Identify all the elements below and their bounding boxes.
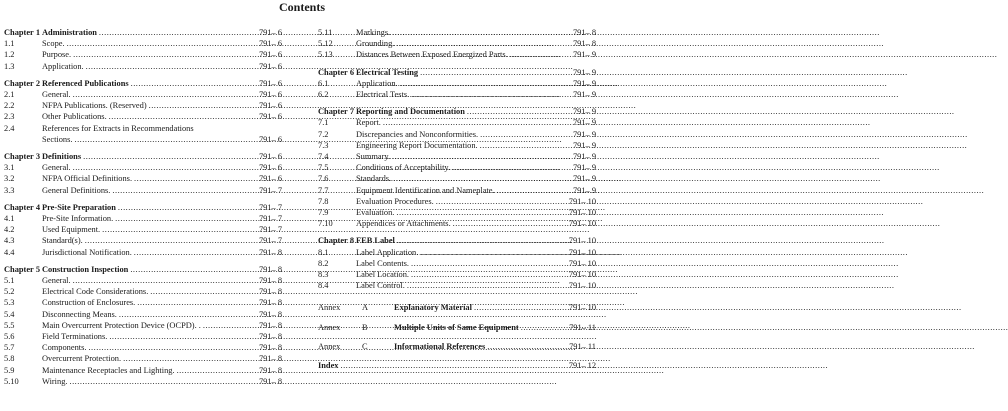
- page-title: Contents: [278, 0, 325, 14]
- toc-entry[interactable]: 7.6 Standards. ..... 791– 9: [318, 173, 596, 184]
- toc-entry[interactable]: 5.7 Components. ..... 791– 8: [4, 342, 282, 353]
- toc-chapter-4: [4, 202, 282, 258]
- toc-entry[interactable]: 4.2 Used Equipment. ..... 791– 7: [4, 224, 282, 235]
- toc-entry[interactable]: 8.3 Label Location. ..... 791– 10: [318, 269, 596, 280]
- toc-entry[interactable]: 5.8 Overcurrent Protection. ..... 791– 8: [4, 353, 282, 364]
- toc-entry[interactable]: 4.4 Jurisdictional Notification. ..... 791– 8: [4, 247, 282, 258]
- toc-entry[interactable]: 5.5 Main Overcurrent Protection Device (OCPD). . ..... 791– 8: [4, 320, 282, 331]
- toc-entry-continued[interactable]: Sections. ..... 791– 6: [4, 134, 282, 145]
- toc-entry[interactable]: 5.2 Electrical Code Considerations. ..... 791– 8: [4, 286, 282, 297]
- toc-chapter-1: [4, 27, 282, 72]
- toc-entry[interactable]: 3.1 General. ..... 791– 6: [4, 162, 282, 173]
- toc-entry[interactable]: 7.5 Conditions of Acceptability. ..... 791– 9: [318, 162, 596, 173]
- toc-entry[interactable]: 4.1 Pre-Site Information. ..... 791– 7: [4, 213, 282, 224]
- chapter-heading[interactable]: Chapter 1 Administration ..... 791– 6: [4, 27, 282, 38]
- toc-entry[interactable]: 5.10 Wiring. ..... 791– 8: [4, 376, 282, 387]
- toc-entry[interactable]: 5.12 Grounding. ..... 791– 8: [318, 38, 596, 49]
- chapter-heading[interactable]: Chapter 8 FEB Label ..... 791– 10: [318, 235, 596, 246]
- toc-entry[interactable]: 2.2 NFPA Publications. (Reserved) ..... 791– 6: [4, 100, 282, 111]
- toc-chapter-6: [318, 67, 596, 101]
- toc-entry[interactable]: 7.1 Report. ..... 791– 9: [318, 117, 596, 128]
- toc-entry[interactable]: 5.13 Distances Between Exposed Energized Parts. ..... 791– 9: [318, 49, 596, 60]
- toc-left-column: [4, 27, 282, 393]
- chapter-heading[interactable]: Chapter 6 Electrical Testing ..... 791– 9: [318, 67, 596, 78]
- chapter-heading[interactable]: Chapter 5 Construction Inspection ..... 791– 8: [4, 264, 282, 275]
- toc-entry[interactable]: 2.3 Other Publications. ..... 791– 6: [4, 111, 282, 122]
- toc-entry[interactable]: 7.10 Appendices or Attachments. ..... 791– 10: [318, 218, 596, 229]
- toc-entry[interactable]: 8.2 Label Contents. ..... 791– 10: [318, 258, 596, 269]
- toc-annex-c: [318, 341, 596, 352]
- annex-heading[interactable]: Annex C Informational References ..... 791– 11: [318, 341, 596, 352]
- toc-index: [318, 360, 596, 371]
- chapter-heading[interactable]: Chapter 4 Pre-Site Preparation ..... 791– 7: [4, 202, 282, 213]
- toc-entry[interactable]: 2.1 General. ..... 791– 6: [4, 89, 282, 100]
- index-heading[interactable]: Index ..... 791– 12: [318, 360, 596, 371]
- toc-chapter-7: [318, 106, 596, 229]
- toc-entry[interactable]: 7.9 Evaluation. ..... 791– 10: [318, 207, 596, 218]
- toc-entry[interactable]: 7.2 Discrepancies and Nonconformities. ..... 791– 9: [318, 129, 596, 140]
- toc-entry[interactable]: 6.2 Electrical Tests. ..... 791– 9: [318, 89, 596, 100]
- toc-entry[interactable]: 5.3 Construction of Enclosures. ..... 791– 8: [4, 297, 282, 308]
- annex-heading[interactable]: Annex A Explanatory Material ..... 791– 10: [318, 302, 596, 313]
- toc-entry[interactable]: 1.2 Purpose. ..... 791– 6: [4, 49, 282, 60]
- toc-entry[interactable]: 8.1 Label Application. ..... 791– 10: [318, 247, 596, 258]
- toc-chapter-5-continued: [318, 27, 596, 61]
- toc-entry[interactable]: 5.4 Disconnecting Means. ..... 791– 8: [4, 309, 282, 320]
- toc-right-column: [318, 27, 596, 379]
- toc-entry[interactable]: 7.4 Summary. ..... 791– 9: [318, 151, 596, 162]
- chapter-heading[interactable]: Chapter 3 Definitions ..... 791– 6: [4, 151, 282, 162]
- toc-chapter-2: [4, 78, 282, 145]
- toc-chapter-8: [318, 235, 596, 291]
- toc-entry[interactable]: 4.3 Standard(s). ..... 791– 7: [4, 235, 282, 246]
- toc-entry[interactable]: 7.7 Equipment Identification and Nameplate. ..... 791– 9: [318, 185, 596, 196]
- toc-entry[interactable]: 1.3 Application. ..... 791– 6: [4, 61, 282, 72]
- chapter-heading[interactable]: Chapter 7 Reporting and Documentation ..... 791– 9: [318, 106, 596, 117]
- toc-entry[interactable]: 3.3 General Definitions. ..... 791– 7: [4, 185, 282, 196]
- toc-annex-b: [318, 322, 596, 333]
- toc-entry[interactable]: 8.4 Label Control. ..... 791– 10: [318, 280, 596, 291]
- toc-entry[interactable]: 2.4 References for Extracts in Recommendations: [4, 123, 194, 133]
- toc-entry[interactable]: 5.9 Maintenance Receptacles and Lighting. ..... 791– 8: [4, 365, 282, 376]
- toc-entry[interactable]: 1.1 Scope. ..... 791– 6: [4, 38, 282, 49]
- toc-entry[interactable]: 5.6 Field Terminations. ..... 791– 8: [4, 331, 282, 342]
- toc-entry[interactable]: 6.1 Application. ..... 791– 9: [318, 78, 596, 89]
- toc-entry[interactable]: 5.1 General. ..... 791– 8: [4, 275, 282, 286]
- annex-heading[interactable]: Annex B Multiple Units of Same Equipment ..... 791– 11: [318, 322, 596, 333]
- toc-annex-a: [318, 302, 596, 313]
- toc-chapter-5: [4, 264, 282, 387]
- toc-entry[interactable]: 7.8 Evaluation Procedures. ..... 791– 10: [318, 196, 596, 207]
- chapter-heading[interactable]: Chapter 2 Referenced Publications ..... 791– 6: [4, 78, 282, 89]
- toc-chapter-3: [4, 151, 282, 196]
- toc-entry[interactable]: 7.3 Engineering Report Documentation. ..... 791– 9: [318, 140, 596, 151]
- toc-entry[interactable]: 5.11 Markings. ..... 791– 8: [318, 27, 596, 38]
- toc-entry[interactable]: 3.2 NFPA Official Definitions. ..... 791– 6: [4, 173, 282, 184]
